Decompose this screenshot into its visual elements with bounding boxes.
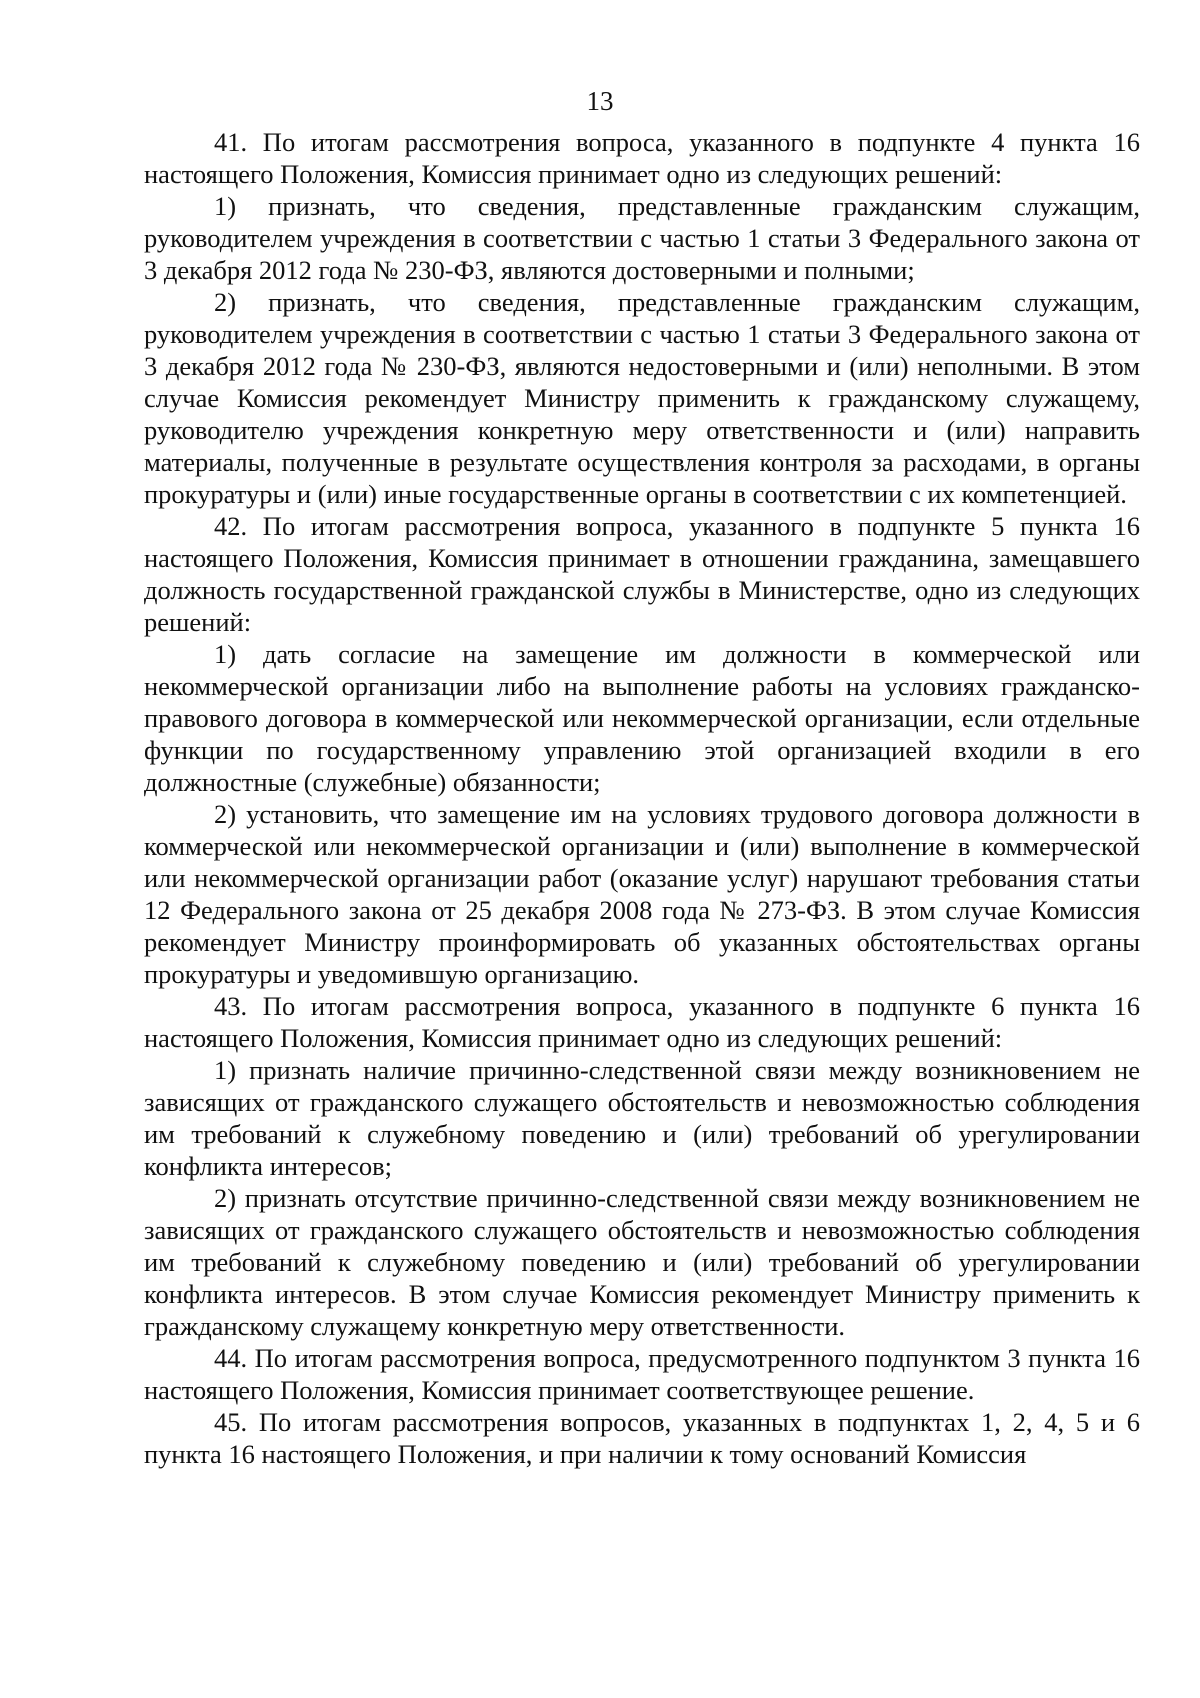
- document-body: [144, 126, 1140, 1470]
- paragraph-43-item-2: 2) признать отсутствие причинно-следственной связи между возникновением не зависящих от гражданского служащего обстоятельств и невозможностью соблюдения им требований к служебному поведению и (или) требований об урегулировании конфликта интересов. В этом случае Комиссия рекомендует Министру применить к гражданскому служащему конкретную меру ответственности.: [144, 1183, 1140, 1341]
- page-number: 13: [586, 86, 614, 116]
- paragraph-41-item-1: 1) признать, что сведения, представленные гражданским служащим, руководителем учреждения в соответствии с частью 1 статьи 3 Федерального закона от 3 декабря 2012 года № 230-ФЗ, являются достоверными и полными;: [144, 191, 1140, 285]
- paragraph-43-item-1: 1) признать наличие причинно-следственной связи между возникновением не зависящих от гражданского служащего обстоятельств и невозможностью соблюдения им требований к служебному поведению и (или) требований об урегулировании конфликта интересов;: [144, 1055, 1140, 1181]
- paragraph-42-item-2: 2) установить, что замещение им на условиях трудового договора должности в коммерческой или некоммерческой организации и (или) выполнение в коммерческой или некоммерческой организации работ (оказание услуг) нарушают требования статьи 12 Федерального закона от 25 декабря 2008 года № 273-ФЗ. В этом случае Комиссия рекомендует Министру проинформировать об указанных обстоятельствах органы прокуратуры и уведомившую организацию.: [144, 799, 1140, 989]
- paragraph-43: 43. По итогам рассмотрения вопроса, указанного в подпункте 6 пункта 16 настоящего Положения, Комиссия принимает одно из следующих решений:: [144, 991, 1140, 1053]
- paragraph-41-item-2: 2) признать, что сведения, представленные гражданским служащим, руководителем учреждения в соответствии с частью 1 статьи 3 Федерального закона от 3 декабря 2012 года № 230-ФЗ, являются недостоверными и (или) неполными. В этом случае Комиссия рекомендует Министру применить к гражданскому служащему, руководителю учреждения конкретную меру ответственности и (или) направить материалы, полученные в результате осуществления контроля за расходами, в органы прокуратуры и (или) иные государственные органы в соответствии с их компетенцией.: [144, 287, 1140, 509]
- paragraph-41: 41. По итогам рассмотрения вопроса, указанного в подпункте 4 пункта 16 настоящего Положения, Комиссия принимает одно из следующих решений:: [144, 127, 1140, 189]
- paragraph-42: 42. По итогам рассмотрения вопроса, указанного в подпункте 5 пункта 16 настоящего Положения, Комиссия принимает в отношении гражданина, замещавшего должность государственной гражданской службы в Министерстве, одно из следующих решений:: [144, 511, 1140, 637]
- paragraph-42-item-1: 1) дать согласие на замещение им должности в коммерческой или некоммерческой организации либо на выполнение работы на условиях гражданско-правового договора в коммерческой или некоммерческой организации, если отдельные функции по государственному управлению этой организацией входили в его должностные (служебные) обязанности;: [144, 639, 1140, 797]
- paragraph-44: 44. По итогам рассмотрения вопроса, предусмотренного подпунктом 3 пункта 16 настоящего Положения, Комиссия принимает соответствующее решение.: [144, 1343, 1140, 1405]
- paragraph-45: 45. По итогам рассмотрения вопросов, указанных в подпунктах 1, 2, 4, 5 и 6 пункта 16 настоящего Положения, и при наличии к тому оснований Комиссия: [144, 1407, 1140, 1469]
